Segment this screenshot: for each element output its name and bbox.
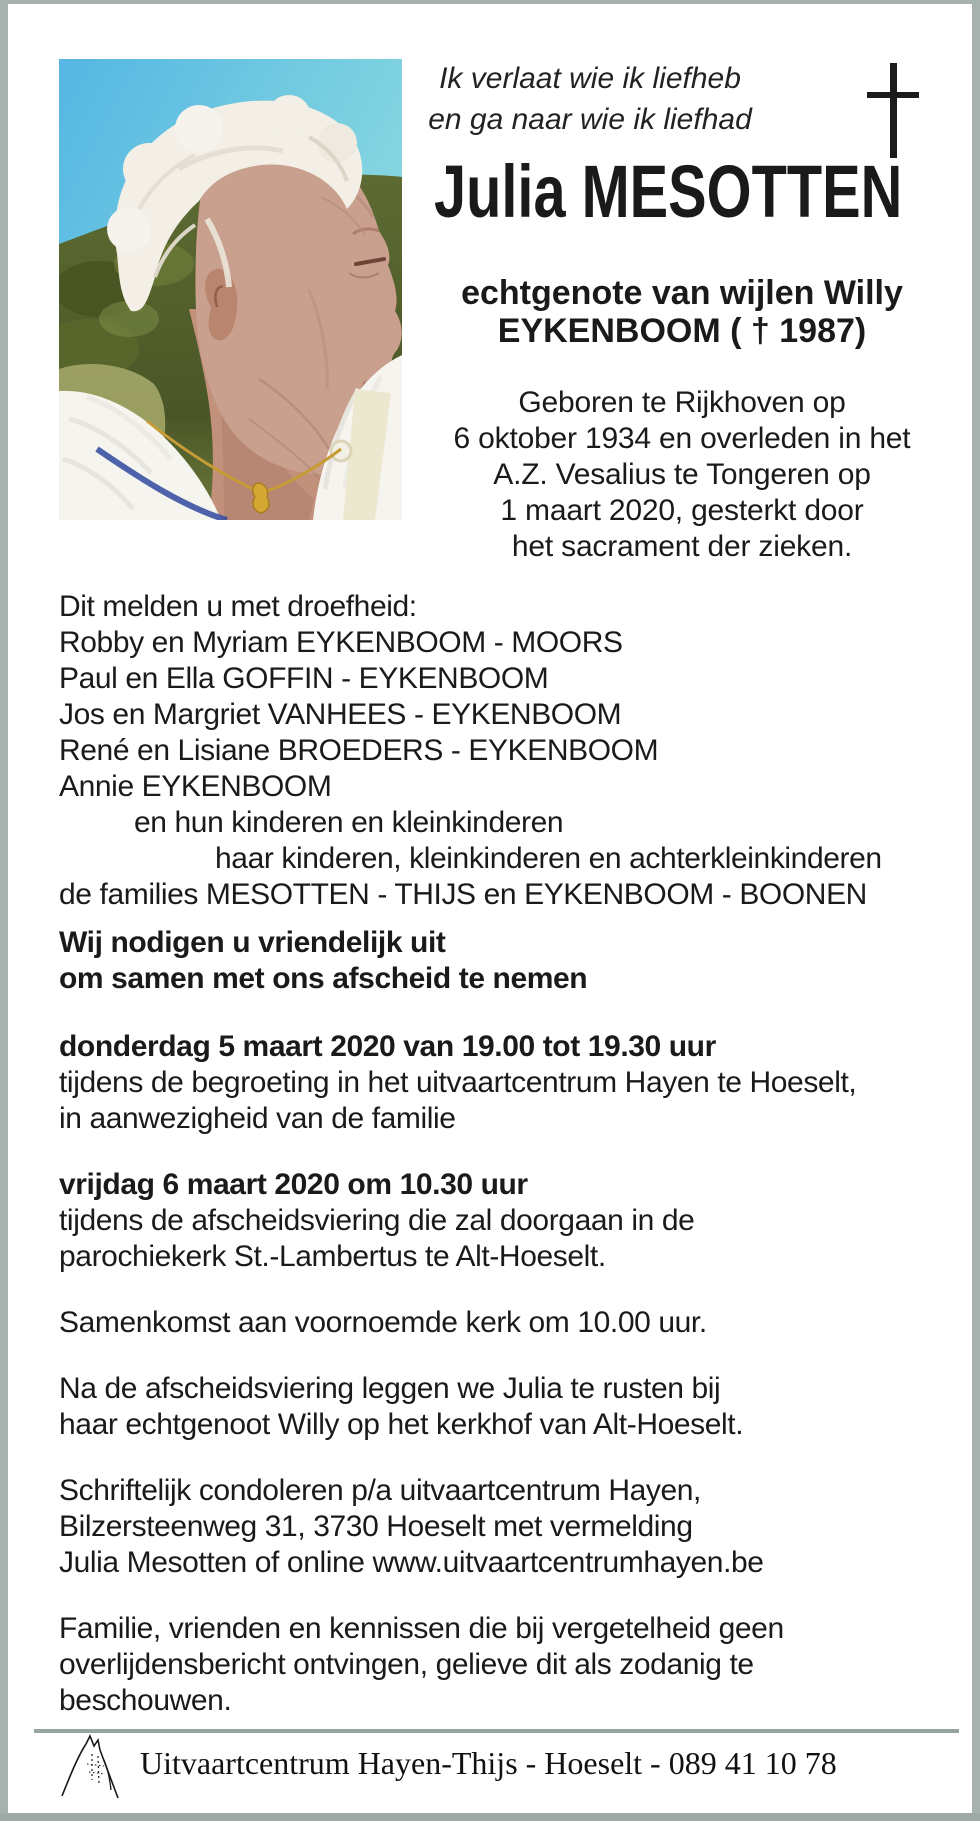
invitation-line1: Wij nodigen u vriendelijk uit xyxy=(59,926,446,959)
relative-line: Jos en Margriet VANHEES - EYKENBOOM xyxy=(59,698,622,731)
notice-line3: beschouwen. xyxy=(59,1684,232,1717)
relative-line: René en Lisiane BROEDERS - EYKENBOOM xyxy=(59,734,659,767)
condolences-line3: Julia Mesotten of online www.uitvaartcentrumhayen.be xyxy=(59,1546,764,1579)
portrait-photo xyxy=(59,59,402,520)
relative-line: Robby en Myriam EYKENBOOM - MOORS xyxy=(59,626,623,659)
funeral-home-logo-icon xyxy=(56,1734,134,1804)
invitation-line2: om samen met ons afscheid te nemen xyxy=(59,962,588,995)
funeral-home-contact: Uitvaartcentrum Hayen-Thijs - Hoeselt - 089 41 10 78 xyxy=(140,1745,837,1781)
condolences-line2: Bilzersteenweg 31, 3730 Hoeselt met vermelding xyxy=(59,1510,693,1543)
spouse-line2: EYKENBOOM ( † 1987) xyxy=(497,312,867,350)
spouse-info xyxy=(402,274,962,350)
cross-icon xyxy=(867,63,921,158)
relative-line: Annie EYKENBOOM xyxy=(59,770,332,803)
visitation-line1: tijdens de begroeting in het uitvaartcentrum Hayen te Hoeselt, xyxy=(59,1066,857,1099)
announcement-body xyxy=(59,589,949,1719)
service-title: vrijdag 6 maart 2020 om 10.30 uur xyxy=(59,1168,528,1201)
epigraph-line2: en ga naar wie ik liefhad xyxy=(428,103,752,136)
service-line2: parochiekerk St.-Lambertus te Alt-Hoeselt. xyxy=(59,1240,606,1273)
condolences-line1: Schriftelijk condoleren p/a uitvaartcentrum Hayen, xyxy=(59,1474,701,1507)
epigraph-line1: Ik verlaat wie ik liefheb xyxy=(439,62,741,95)
frame-top xyxy=(0,0,980,4)
burial-line1: Na de afscheidsviering leggen we Julia te rusten bij xyxy=(59,1372,721,1405)
families-line: de families MESOTTEN - THIJS en EYKENBOOM - BOONEN xyxy=(59,878,867,911)
gathering-line: Samenkomst aan voornoemde kerk om 10.00 uur. xyxy=(59,1306,707,1339)
relative-line: Paul en Ella GOFFIN - EYKENBOOM xyxy=(59,662,549,695)
visitation-line2: in aanwezigheid van de familie xyxy=(59,1102,456,1135)
greatgrandchildren-line: haar kinderen, kleinkinderen en achterkleinkinderen xyxy=(215,842,882,875)
notice-line1: Familie, vrienden en kennissen die bij vergetelheid geen xyxy=(59,1612,784,1645)
notice-line2: overlijdensbericht ontvingen, gelieve dit als zodanig te xyxy=(59,1648,754,1681)
announcement-intro: Dit melden u met droefheid: xyxy=(59,590,417,623)
birth-death-info: Geboren te Rijkhoven op 6 oktober 1934 en overleden in het A.Z. Vesalius te Tongeren op 1 maart 2020, gesterkt door het sacrament der zieken. xyxy=(453,386,911,563)
footer-divider xyxy=(34,1729,959,1733)
burial-line2: haar echtgenoot Willy op het kerkhof van Alt-Hoeselt. xyxy=(59,1408,744,1441)
deceased-name: Julia MESOTTEN xyxy=(434,150,903,233)
service-line1: tijdens de afscheidsviering die zal doorgaan in de xyxy=(59,1204,695,1237)
frame-bottom xyxy=(0,1813,980,1821)
epigraph xyxy=(365,58,815,140)
grandchildren-line: en hun kinderen en kleinkinderen xyxy=(134,806,564,839)
visitation-title: donderdag 5 maart 2020 van 19.00 tot 19.30 uur xyxy=(59,1030,716,1063)
spouse-line1: echtgenote van wijlen Willy xyxy=(461,274,903,312)
frame-right xyxy=(972,0,980,1821)
frame-left xyxy=(0,0,8,1821)
